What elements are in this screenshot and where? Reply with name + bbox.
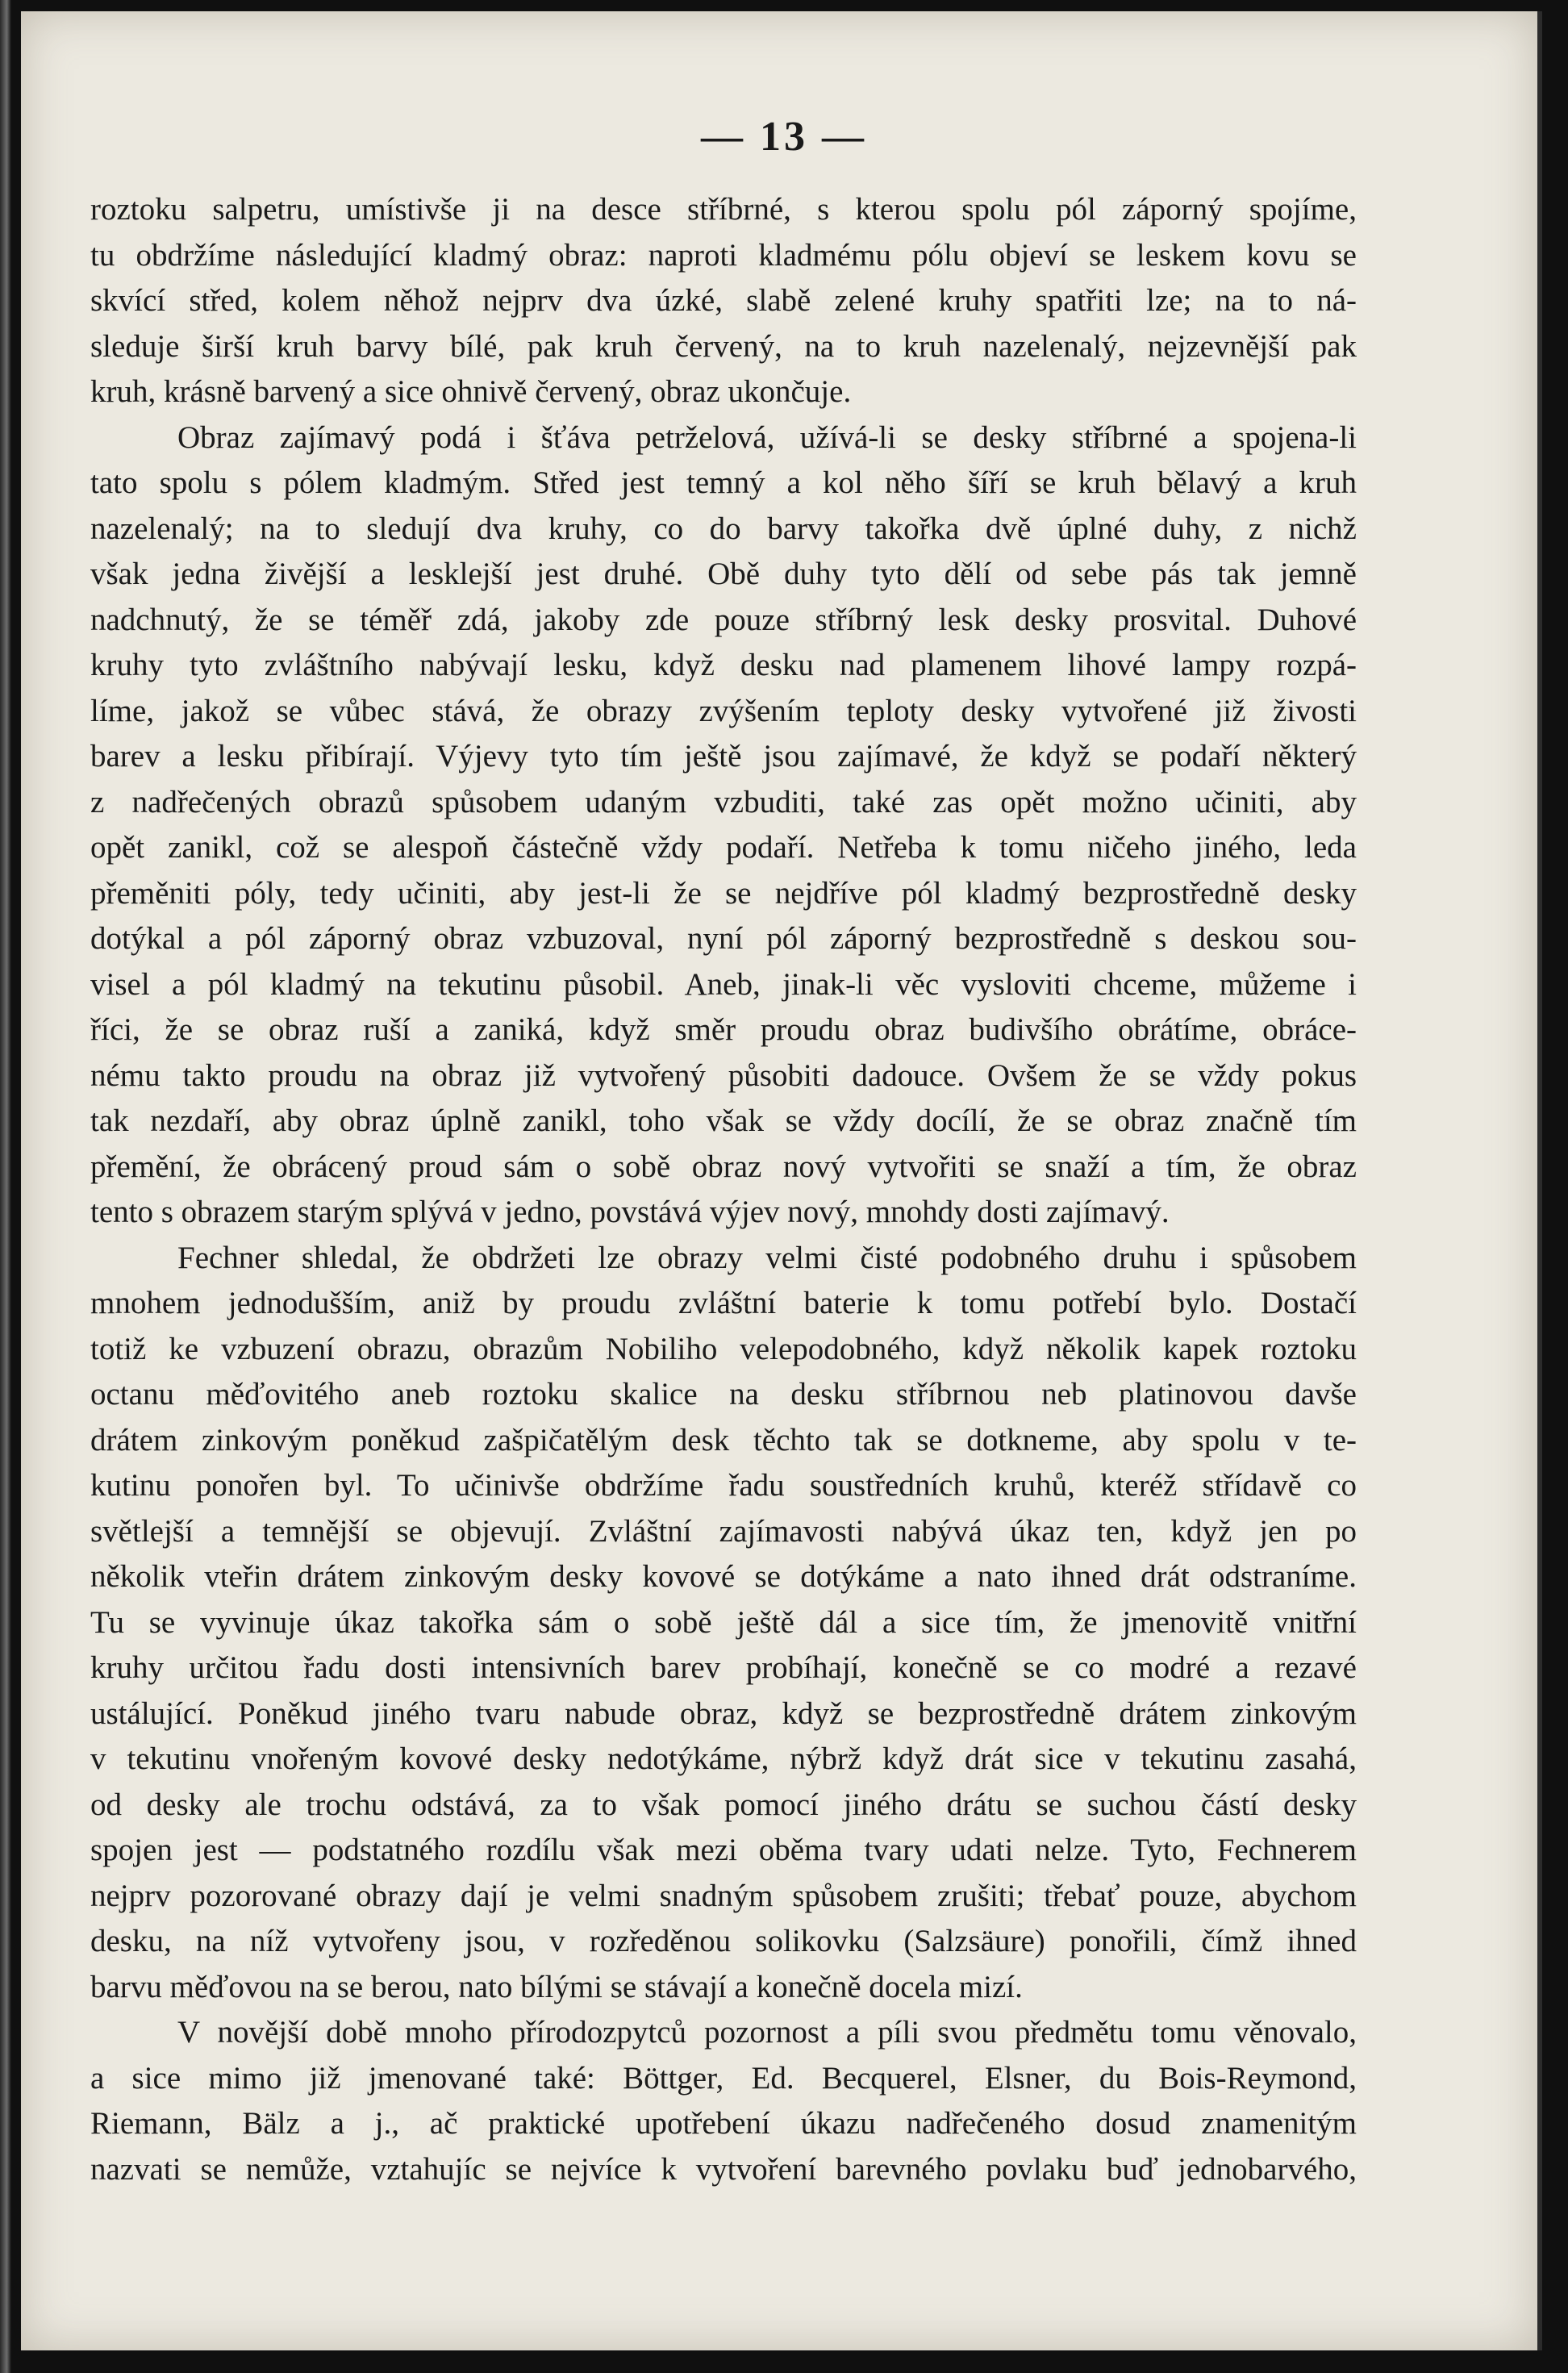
text-line: tato spolu s pólem kladmým. Střed jest temný a kol něho šíří se kruh bělavý a kruh xyxy=(90,465,1357,500)
text-line: drátem zinkovým poněkud zašpičatělým desk těchto tak se dotkneme, aby spolu v te- xyxy=(90,1422,1357,1458)
page-number: — 13 — xyxy=(701,114,867,160)
text-line: z nadřečených obrazů spůsobem udaným vzbuditi, také zas opět možno učiniti, aby xyxy=(90,784,1357,819)
text-line: Obraz zajímavý podá i šťáva petrželová, užívá-li se desky stříbrné a spojena-li xyxy=(177,419,1357,455)
text-line: a sice mimo již jmenované také: Böttger, Ed. Becquerel, Elsner, du Bois-Reymond, xyxy=(90,2060,1357,2096)
text-line: kruhy tyto zvláštního nabývají lesku, když desku nad plamenem lihové lampy rozpá- xyxy=(90,648,1357,682)
text-line: Fechner shledal, že obdržeti lze obrazy velmi čisté podobného druhu i spůsobem xyxy=(177,1240,1357,1275)
text-line: tento s obrazem starým splývá v jedno, povstává výjev nový, mnohdy dosti zajímavý. xyxy=(90,1195,1170,1229)
text-line: V novější době mnoho přírodozpytců pozornost a píli svou předmětu tomu věnovalo, xyxy=(177,2015,1357,2050)
text-line: nému takto proudu na obraz již vytvořený působiti dadouce. Ovšem že se vždy pokus xyxy=(90,1057,1357,1093)
text-line: dotýkal a pól záporný obraz vzbuzoval, nyní pól záporný bezprostředně s deskou sou- xyxy=(90,921,1357,956)
text-line: kruh, krásně barvený a sice ohnivě červený, obraz ukončuje. xyxy=(90,374,852,409)
text-line: tu obdržíme následující kladmý obraz: naproti kladmému pólu objeví se leskem kovu se xyxy=(90,237,1357,273)
text-line: roztoku salpetru, umístivše ji na desce stříbrné, s kterou spolu pól záporný spojíme, xyxy=(90,192,1357,227)
text-line: nazelenalý; na to sledují dva kruhy, co do barvy takořka dvě úplné duhy, z nichž xyxy=(90,511,1357,546)
text-line: nazvati se nemůže, vztahujíc se nejvíce k vytvoření barevného povlaku buď jednobarvého, xyxy=(90,2151,1357,2187)
text-line: nadchnutý, že se téměř zdá, jakoby zde pouze stříbrný lesk desky prosvital. Duhové xyxy=(90,602,1357,637)
text-line: líme, jakož se vůbec stává, že obrazy zvýšením teploty desky vytvořené již živosti xyxy=(90,693,1357,728)
text-line: nejprv pozorované obrazy dají je velmi snadným spůsobem zrušiti; třebať pouze, abychom xyxy=(90,1878,1357,1913)
text-line: kutinu ponořen byl. To učinivše obdržíme řadu soustředních kruhů, kteréž střídavě co xyxy=(90,1468,1357,1503)
text-line: visel a pól kladmý na tekutinu působil. Aneb, jinak-li věc vysloviti chceme, můžeme i xyxy=(90,966,1357,1002)
text-line: opět zanikl, což se alespoň částečně vždy podaří. Netřeba k tomu ničeho jiného, leda xyxy=(90,830,1357,865)
page-text xyxy=(90,187,1357,2192)
text-line: barvu měďovou na se berou, nato bílými se stávají a konečně docela mizí. xyxy=(90,1969,1023,2004)
text-line: tak nezdaří, aby obraz úplně zanikl, toho však se vždy docílí, že se obraz značně tím xyxy=(90,1103,1357,1138)
text-line: ustálující. Poněkud jiného tvaru nabude obraz, když se bezprostředně drátem zinkovým xyxy=(90,1695,1357,1731)
text-line: octanu měďovitého aneb roztoku skalice na desku stříbrnou neb platinovou davše xyxy=(90,1377,1357,1412)
scan-left-edge xyxy=(0,0,11,2373)
text-line: kruhy určitou řadu dosti intensivních barev probíhají, konečně se co modré a rezavé xyxy=(90,1650,1357,1685)
text-line: spojen jest — podstatného rozdílu však mezi oběma tvary udati nelze. Tyto, Fechnerem xyxy=(90,1833,1357,1867)
text-line: barev a lesku přibírají. Výjevy tyto tím ještě jsou zajímavé, že když se podaří některý xyxy=(90,739,1357,774)
text-line: Tu se vyvinuje úkaz takořka sám o sobě ještě dál a sice tím, že jmenovitě vnitřní xyxy=(90,1604,1357,1640)
text-line: sleduje širší kruh barvy bílé, pak kruh červený, na to kruh nazelenalý, nejzevnější pak xyxy=(90,328,1357,364)
text-line: říci, že se obraz ruší a zaniká, když směr proudu obraz budivšího obrátíme, obráce- xyxy=(90,1012,1357,1047)
text-line: totiž ke vzbuzení obrazu, obrazům Nobiliho velepodobného, když několik kapek roztoku xyxy=(90,1331,1357,1366)
text-line: od desky ale trochu odstává, za to však pomocí jiného drátu se suchou částí desky xyxy=(90,1787,1357,1822)
text-line: skvící střed, kolem něhož nejprv dva úzké, slabě zelené kruhy spatřiti lze; na to ná- xyxy=(90,283,1357,318)
text-line: přeměniti póly, tedy učiniti, aby jest-li že se nejdříve pól kladmý bezprostředně desky xyxy=(90,875,1357,911)
text-line: mnohem jednodušším, aniž by proudu zvláštní baterie k tomu potřebí bylo. Dostačí xyxy=(90,1286,1357,1320)
text-line: Riemann, Bälz a j., ač praktické upotřebení úkazu nadřečeného dosud znamenitým xyxy=(90,2106,1357,2141)
text-line: světlejší a temnější se objevují. Zvláštní zajímavosti nabývá úkaz ten, když jen po xyxy=(90,1513,1357,1549)
text-line: několik vteřin drátem zinkovým desky kovové se dotýkáme a nato ihned drát odstraníme. xyxy=(90,1559,1357,1594)
text-line: desku, na níž vytvořeny jsou, v rozředěnou solikovku (Salzsäure) ponořili, čímž ihned xyxy=(90,1924,1357,1958)
text-line: však jedna živější a lesklejší jest druhé. Obě duhy tyto dělí od sebe pás tak jemně xyxy=(90,557,1357,591)
text-line: přemění, že obrácený proud sám o sobě obraz nový vytvořiti se snaží a tím, že obraz xyxy=(90,1149,1357,1184)
text-line: v tekutinu vnořeným kovové desky nedotýkáme, nýbrž když drát sice v tekutinu zasahá, xyxy=(90,1741,1357,1776)
